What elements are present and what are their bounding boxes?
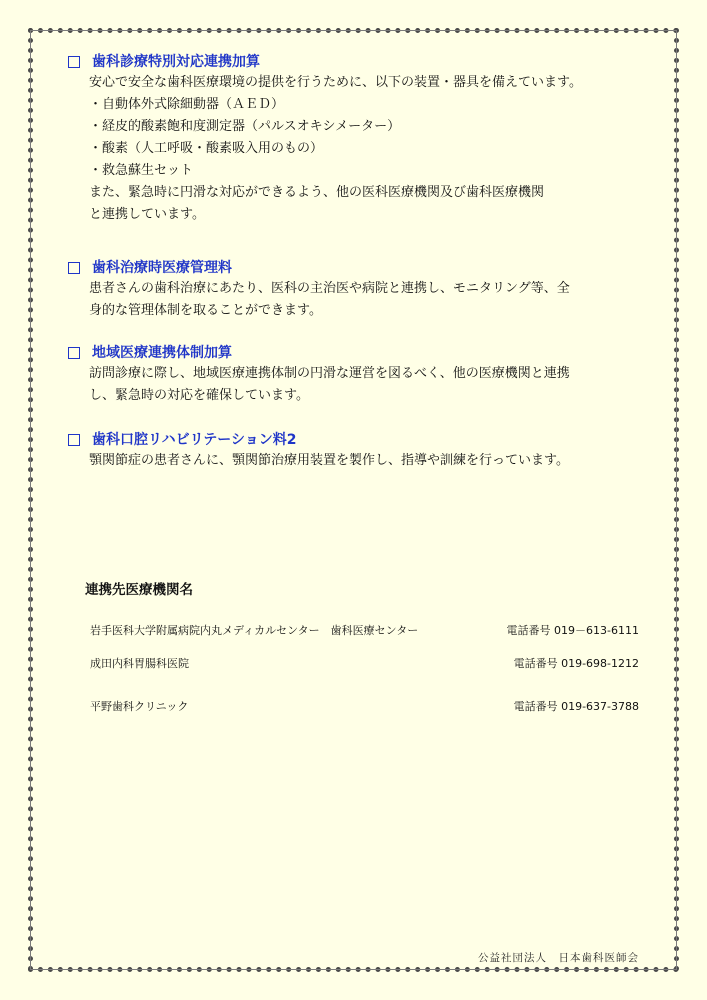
body-line: と連携しています。 — [89, 207, 205, 222]
checkbox-icon — [68, 262, 80, 274]
body-line: ・救急蘇生セット — [89, 163, 194, 178]
body-line: ・自動体外式除細動器（ＡＥＤ） — [89, 97, 285, 112]
section-regional-cooperation — [68, 343, 648, 407]
contact-name: 岩手医科大学附属病院内丸メディカルセンター 歯科医療センター — [90, 624, 419, 637]
section-body — [68, 363, 648, 407]
section-title: 歯科口腔リハビリテーション料2 — [68, 430, 648, 450]
contact-name: 成田内科胃腸科医院 — [90, 657, 189, 670]
body-line: し、緊急時の対応を確保しています。 — [89, 388, 309, 403]
section-oral-rehabilitation — [68, 430, 648, 472]
body-line: 安心で安全な歯科医療環境の提供を行うために、以下の装置・器具を備えています。 — [89, 75, 582, 90]
contact-phone: 電話番号 019－613-6111 — [506, 624, 639, 637]
checkbox-icon — [68, 56, 80, 68]
section-body — [68, 450, 648, 472]
contact-phone: 電話番号 019-637-3788 — [513, 700, 639, 713]
section-title: 地域医療連携体制加算 — [68, 343, 648, 363]
body-line: 顎関節症の患者さんに、顎関節治療用装置を製作し、指導や訓練を行っています。 — [89, 453, 569, 468]
checkbox-icon — [68, 434, 80, 446]
body-line: 訪問診療に際し、地域医療連携体制の円滑な運営を図るべく、他の医療機関と連携 — [89, 366, 570, 381]
section-medical-management — [68, 258, 648, 322]
body-line: ・酸素（人工呼吸・酸素吸入用のもの） — [89, 141, 324, 156]
body-line: また、緊急時に円滑な対応ができるよう、他の医科医療機関及び歯科医療機関 — [89, 185, 545, 200]
body-line: 身的な管理体制を取ることができます。 — [89, 303, 322, 318]
body-line: ・経皮的酸素飽和度測定器（パルスオキシメーター） — [89, 119, 401, 134]
section-title: 歯科治療時医療管理料 — [68, 258, 648, 278]
checkbox-icon — [68, 347, 80, 359]
contact-phone: 電話番号 019-698-1212 — [513, 657, 639, 670]
contact-name: 平野歯科クリニック — [90, 700, 189, 713]
contacts-title: 連携先医療機関名 — [85, 582, 193, 598]
section-special-support — [68, 52, 648, 226]
section-body — [68, 278, 648, 322]
body-line: 患者さんの歯科治療にあたり、医科の主治医や病院と連携し、モニタリング等、全 — [89, 281, 570, 296]
footer-organization: 公益社団法人 日本歯科医師会 — [478, 952, 639, 964]
section-title: 歯科診療特別対応連携加算 — [68, 52, 648, 72]
section-body — [68, 72, 648, 226]
